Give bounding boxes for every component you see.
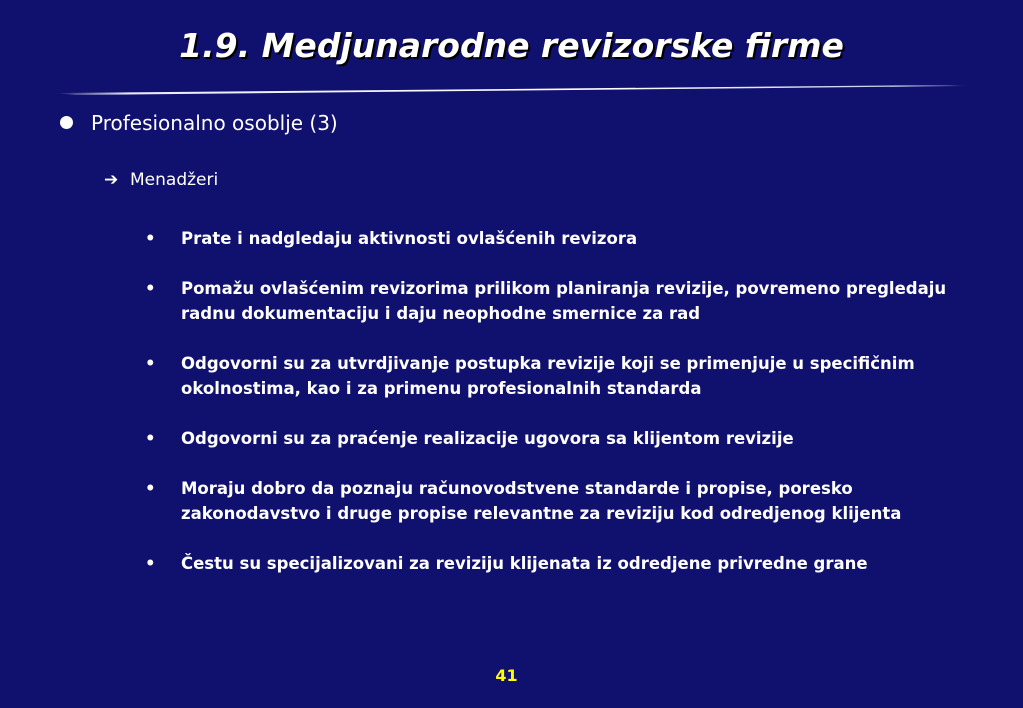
bullet-dot-icon: • <box>145 354 156 373</box>
title-divider-line <box>55 84 970 96</box>
list-item-text: Prate i nadgledaju aktivnosti ovlašćenih revizora <box>181 229 638 248</box>
list-item-text: Pomažu ovlašćenim revizorima prilikom planiranja revizije, povremeno pregledaju radnu dokumentaciju i daju neophodne smernice za rad <box>181 279 947 323</box>
list-item-text: Čestu su specijalizovani za reviziju klijenata iz odredjene privredne grane <box>181 554 868 573</box>
slide-title: 1.9. Medjunarodne revizorske firme <box>179 26 844 65</box>
list-item <box>141 226 961 251</box>
page-number: 41 <box>495 666 518 685</box>
bullet-dot-icon: • <box>145 479 156 498</box>
bullet-dot-icon: • <box>145 554 156 573</box>
list-item-text: Moraju dobro da poznaju računovodstvene standarde i propise, poresko zakonodavstvo i druge propise relevantne za reviziju kod odredjenog klijenta <box>181 479 902 523</box>
bullet-list <box>141 226 961 601</box>
right-arrow-icon: ➔ <box>104 170 119 190</box>
level2-text: Menadžeri <box>130 170 219 190</box>
list-item <box>141 276 961 326</box>
bullet-dot-icon: • <box>145 229 156 248</box>
list-item-text: Odgovorni su za utvrdjivanje postupka revizije koji se primenjuje u specifičnim okolnostima, kao i za primenu profesionalnih standarda <box>181 354 915 398</box>
level1-item <box>60 111 338 135</box>
level2-item <box>104 170 218 190</box>
bullet-dot-icon: • <box>145 279 156 298</box>
list-item <box>141 351 961 401</box>
list-item <box>141 426 961 451</box>
list-item-text: Odgovorni su za praćenje realizacije ugovora sa klijentom revizije <box>181 429 794 448</box>
list-item <box>141 551 961 576</box>
filled-circle-bullet-icon <box>60 116 73 129</box>
level1-text: Profesionalno osoblje (3) <box>91 111 338 135</box>
list-item <box>141 476 961 526</box>
bullet-dot-icon: • <box>145 429 156 448</box>
